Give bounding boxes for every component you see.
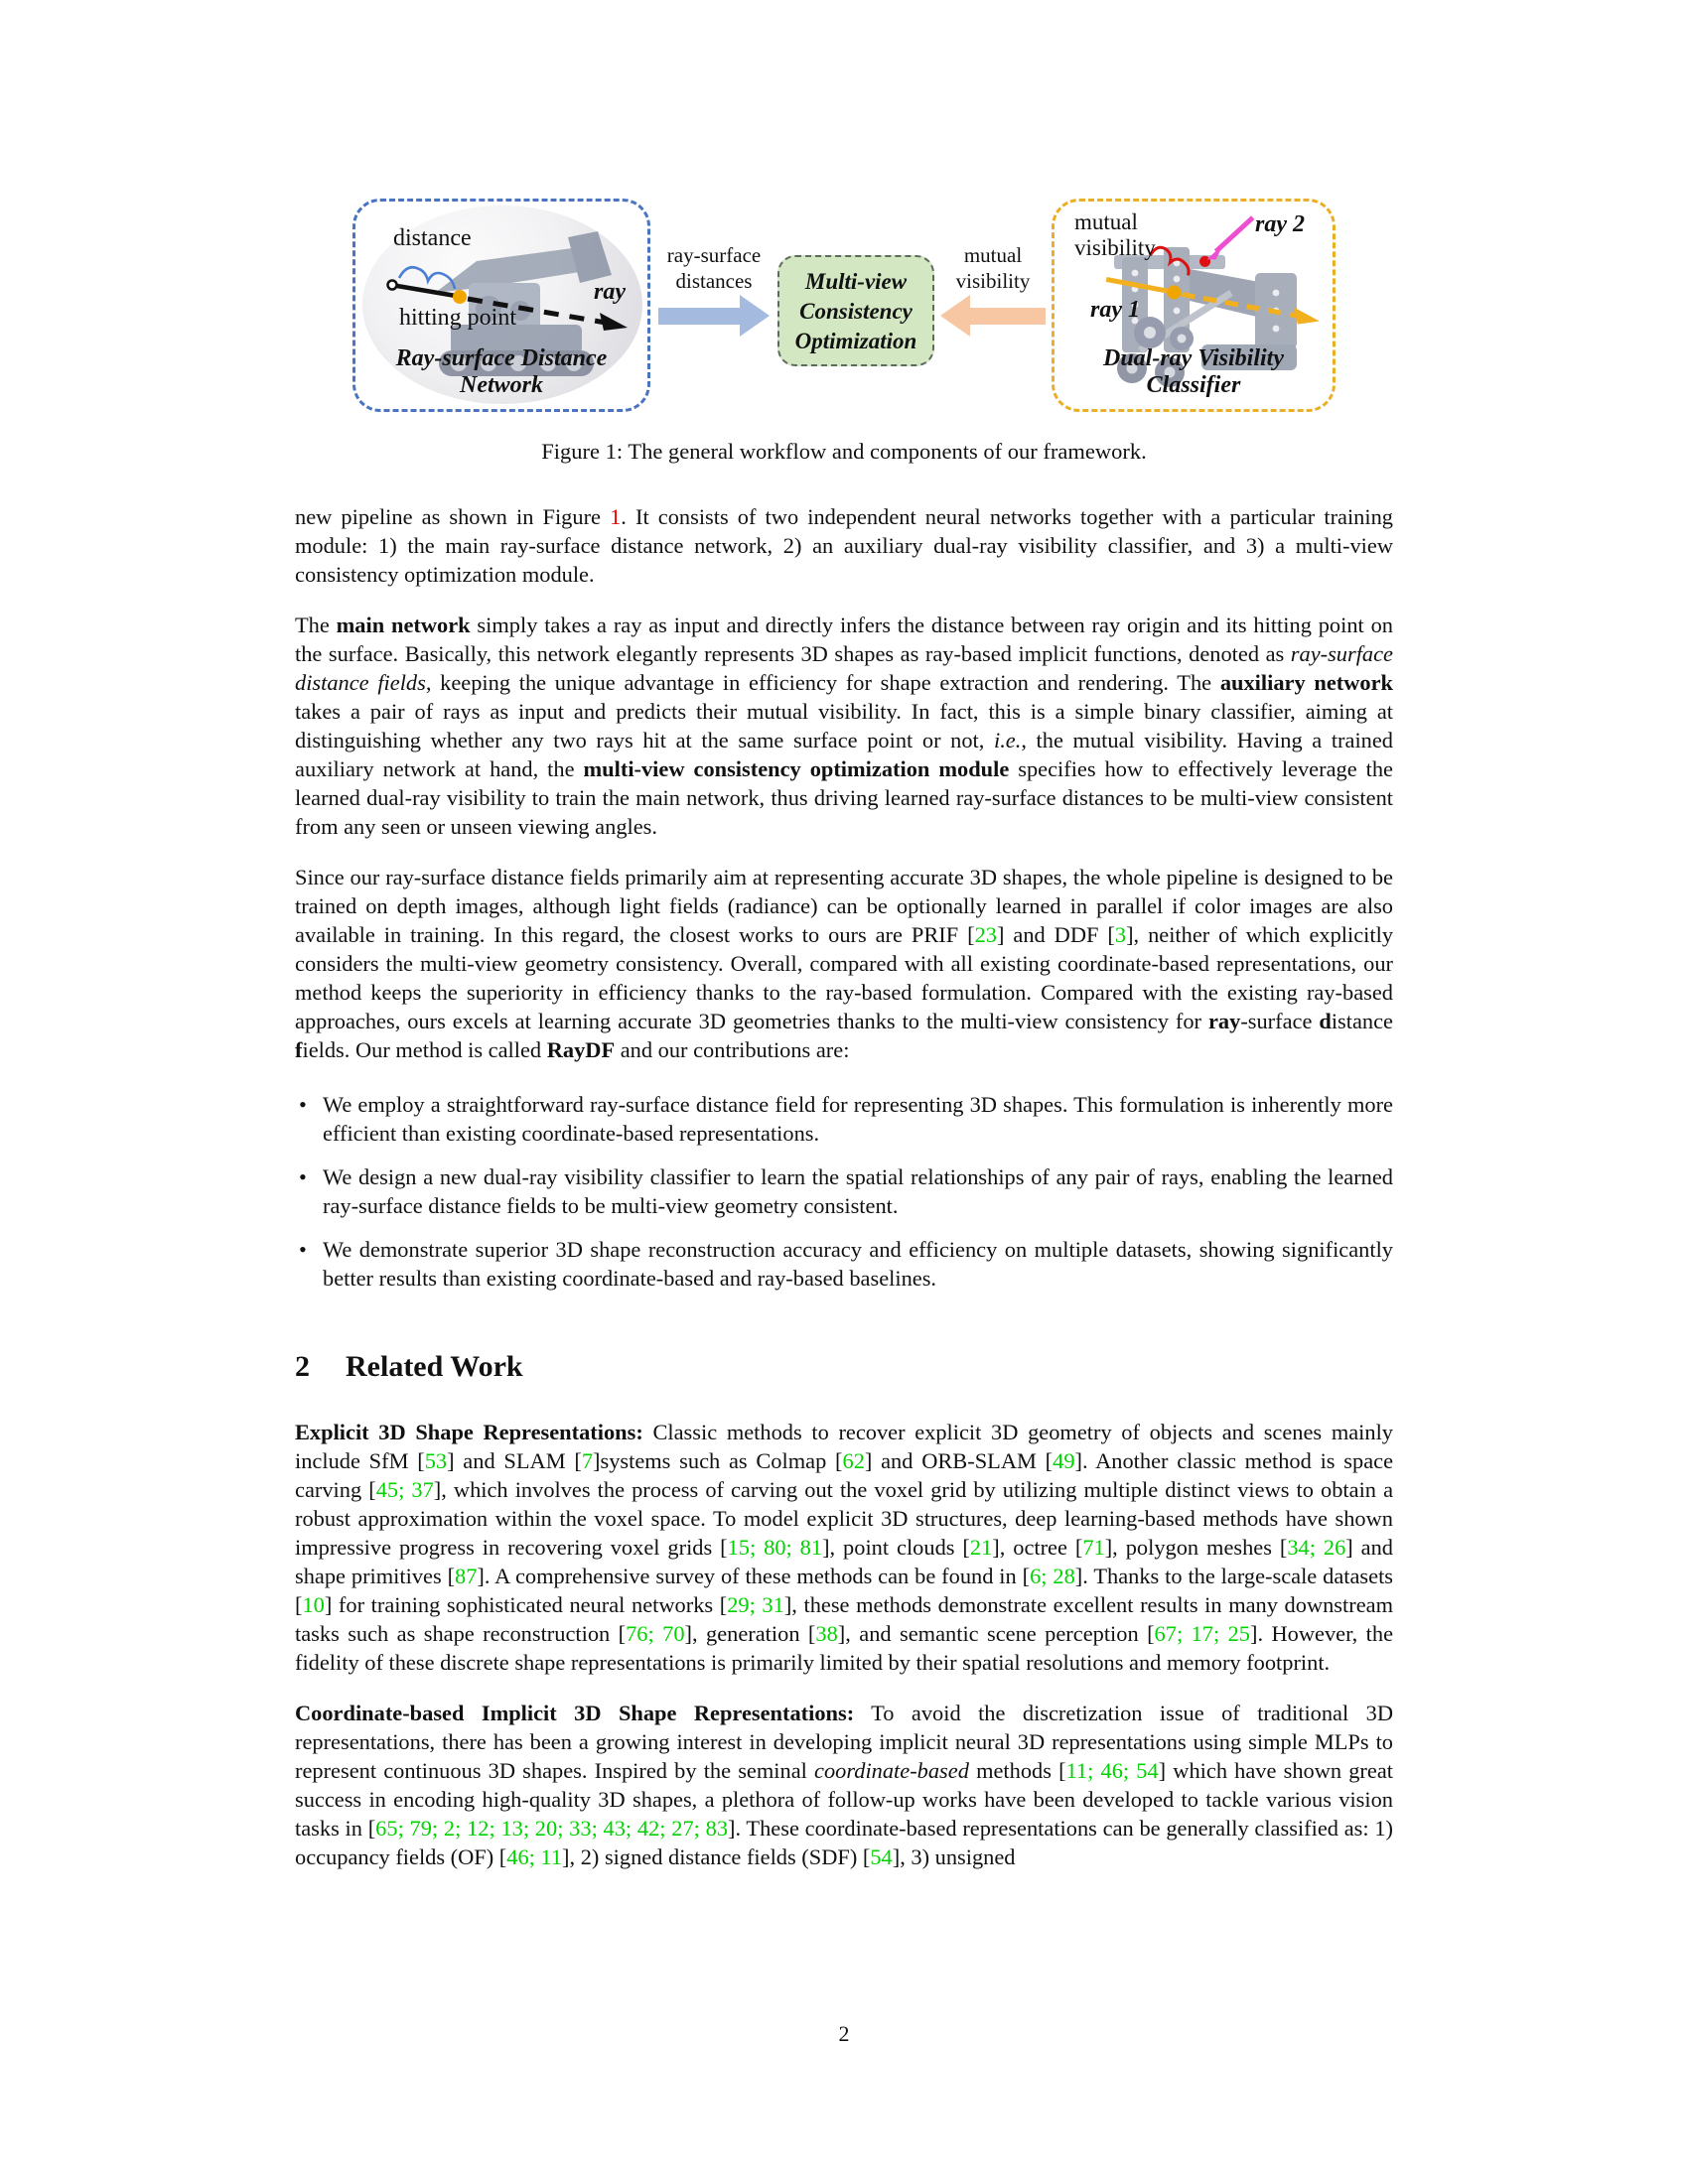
text-run: multi-view consistency optimization module: [583, 756, 1010, 781]
label-line: mutual: [963, 243, 1023, 267]
paragraph-explicit-representations: [295, 1418, 1393, 1677]
citation-link[interactable]: 29; 31: [727, 1592, 784, 1617]
contributions-list: [295, 1090, 1393, 1293]
paragraph-main-network: [295, 611, 1393, 841]
text-run: , keeping the unique advantage in efficiency for shape extraction and rendering. The: [425, 670, 1220, 695]
right-box-caption: Dual-ray Visibility Classifier: [1102, 345, 1284, 398]
hitting-point-dot: [453, 290, 467, 304]
label-line: ray-surface: [666, 243, 762, 267]
text-run: simply takes a ray as input and directly infers the distance between ray origin and its hitting point on the surface. Basically, this network elegantly represents 3D shapes as ray-based implicit functions, denoted as: [295, 613, 1393, 666]
list-item: [295, 1235, 1393, 1293]
text-run: ]. Thanks to the large-scale datasets [: [295, 1564, 1394, 1617]
text-run: We employ a straightforward ray-surface distance field for representing 3D shapes. This formulation is inherently more efficient than existing coordinate-based representations.: [323, 1092, 1393, 1146]
paragraph-intro: [295, 502, 1393, 589]
citation-link[interactable]: 34; 26: [1287, 1535, 1346, 1560]
text-run: ], 2) signed distance fields (SDF) [: [562, 1844, 871, 1869]
figure-1-diagram: [352, 199, 1336, 419]
text-run: ] which have shown great success in encoding high-quality 3D shapes, a plethora of follow-up works have been developed to tackle various vision tasks in [: [295, 1758, 1393, 1841]
text-run: ]. These coordinate-based representations can be generally classified as: 1) occupancy fields (OF) [: [295, 1816, 1393, 1869]
right-arrowhead-icon: [740, 295, 770, 337]
ray-label: ray: [594, 279, 626, 305]
text-run: RayDF: [546, 1037, 616, 1062]
text-run: ]. However, the fidelity of these discrete shape representations is primarily limited by their spatial resolutions and memory footprint.: [295, 1621, 1394, 1675]
mutual-visibility-brace: [1150, 247, 1189, 275]
text-run: ], 3) unsigned: [892, 1844, 1016, 1869]
text-run: new pipeline as shown in Figure: [295, 504, 611, 529]
text-run: takes a pair of rays as input and predicts their mutual visibility. In fact, this is a simple binary classifier, aiming at distinguishing whether any two rays hit at the same surface point or not,: [295, 699, 1393, 752]
text-run: ], and semantic scene perception [: [837, 1621, 1155, 1646]
text-run: ray-surface distance fields: [295, 641, 1393, 695]
text-run: The: [295, 613, 337, 637]
text-column: [295, 0, 1393, 1871]
ray1-label: ray 1: [1090, 297, 1140, 323]
text-run: Coordinate-based Implicit 3D Shape Representations:: [295, 1701, 855, 1725]
ray-surface-distances-label: [650, 242, 777, 294]
ray-surface-distance-network-box: [352, 199, 650, 412]
multi-view-consistency-optimization-box: [777, 255, 934, 366]
list-item: [295, 1090, 1393, 1148]
text-run: ] and DDF [: [997, 922, 1115, 947]
text-run: f: [295, 1037, 303, 1062]
label-line: visibility: [1074, 235, 1156, 260]
paragraph-coordinate-representations: [295, 1699, 1393, 1871]
text-run: ], octree [: [992, 1535, 1083, 1560]
mutual-visibility-inner-label: [1074, 209, 1156, 261]
citation-link[interactable]: 49: [1053, 1448, 1075, 1473]
section-title: Related Work: [346, 1350, 523, 1383]
text-run: auxiliary network: [1219, 670, 1393, 695]
citation-link[interactable]: 87: [455, 1564, 478, 1588]
text-run: ]systems such as Colmap [: [593, 1448, 843, 1473]
text-run: Since our ray-surface distance fields primarily aim at representing accurate 3D shapes, the whole pipeline is designed to be trained on depth images, although light fields (radiance) can be optionally learned in parallel if color images are also available in training. In this regard, the closest works to ours are PRIF [: [295, 865, 1393, 947]
text-run: ], polygon meshes [: [1104, 1535, 1288, 1560]
text-run: main network: [336, 613, 471, 637]
text-run: We demonstrate superior 3D shape reconstruction accuracy and efficiency on multiple datasets, showing significantly better results than existing coordinate-based and ray-based baselines.: [323, 1237, 1393, 1291]
figure-ref-link[interactable]: 1: [610, 504, 622, 529]
text-run: methods [: [968, 1758, 1066, 1783]
page-number: 2: [838, 2021, 850, 2046]
mutual-visibility-label: [934, 242, 1052, 294]
citation-link[interactable]: 45; 37: [375, 1477, 434, 1502]
list-item: [295, 1162, 1393, 1220]
citation-link[interactable]: 65; 79; 2; 12; 13; 20; 33; 43; 42; 27; 83: [375, 1816, 729, 1841]
ray2-hit-dot: [1199, 256, 1210, 267]
center-box-line: Optimization: [794, 329, 917, 353]
citation-link[interactable]: 71: [1082, 1535, 1105, 1560]
left-arrowhead-icon: [940, 295, 970, 337]
ray-origin-dot: [388, 281, 397, 290]
left-box-caption: Ray-surface Distance Network: [395, 345, 608, 398]
ray1-hit-dot: [1167, 285, 1181, 299]
center-box-line: Multi-view: [804, 269, 908, 294]
citation-link[interactable]: 62: [842, 1448, 865, 1473]
center-box-line: Consistency: [799, 299, 913, 324]
figure-caption: Figure 1: The general workflow and components of our framework.: [541, 439, 1147, 464]
text-run: ], which involves the process of carving out the voxel grid by utilizing multiple distinct views to obtain a robust approximation within the voxel space. To model explicit 3D structures, deep learning-based methods have shown impressive progress in recovering voxel grids [: [295, 1477, 1394, 1560]
citation-link[interactable]: 76; 70: [626, 1621, 685, 1646]
text-run: ]. Another classic method is space carving [: [295, 1448, 1394, 1502]
left-arrow-icon: [968, 308, 1046, 325]
text-run: ] and SLAM [: [447, 1448, 582, 1473]
label-line: mutual: [1074, 209, 1138, 234]
text-run: Explicit 3D Shape Representations:: [295, 1420, 643, 1444]
citation-link[interactable]: 7: [581, 1448, 594, 1473]
citation-link[interactable]: 21: [969, 1535, 993, 1560]
text-run: d: [1319, 1009, 1332, 1033]
distance-label: distance: [393, 225, 472, 251]
hitting-point-label: hitting point: [399, 305, 517, 331]
text-run: Classic methods to recover explicit 3D geometry of objects and scenes mainly include SfM [: [295, 1420, 1394, 1473]
text-run: ] and shape primitives [: [295, 1535, 1393, 1588]
dual-ray-visibility-classifier-box: [1052, 199, 1336, 412]
text-run: ray: [1207, 1009, 1241, 1033]
text-run: i.e.: [993, 728, 1022, 752]
ray1-arrowhead: [1294, 308, 1320, 325]
text-run: ]. A comprehensive survey of these methods can be found in [: [477, 1564, 1031, 1588]
figure-1: [295, 199, 1393, 465]
text-run: ], point clouds [: [822, 1535, 970, 1560]
text-run: To avoid the discretization issue of traditional 3D representations, there has been a growing interest in developing implicit neural 3D representations using simple MLPs to represent continuous 3D shapes. Inspired by the seminal: [295, 1701, 1394, 1783]
text-run: coordinate-based: [814, 1758, 969, 1783]
text-run: ields. Our method is called: [302, 1037, 547, 1062]
citation-link[interactable]: 10: [302, 1592, 325, 1617]
ray-arrowhead: [600, 313, 628, 331]
text-run: istance: [1331, 1009, 1393, 1033]
citation-link[interactable]: 15; 80; 81: [727, 1535, 823, 1560]
citation-link[interactable]: 6; 28: [1030, 1564, 1075, 1588]
text-run: -surface: [1240, 1009, 1320, 1033]
section-heading-related-work: [295, 1350, 1393, 1384]
text-run: ] for training sophisticated neural networks [: [324, 1592, 728, 1617]
text-run: ] and ORB-SLAM [: [864, 1448, 1054, 1473]
citation-link[interactable]: 54: [870, 1844, 893, 1869]
text-run: We design a new dual-ray visibility classifier to learn the spatial relationships of any pair of rays, enabling the learned ray-surface distance fields to be multi-view geometry consistent.: [323, 1164, 1393, 1218]
citation-link[interactable]: 67; 17; 25: [1154, 1621, 1251, 1646]
mutual-visibility-flow: [934, 199, 1052, 419]
citation-link[interactable]: 46; 11: [506, 1844, 563, 1869]
label-line: visibility: [955, 269, 1031, 293]
text-run: . It consists of two independent neural networks together with a particular training module: 1) the main ray-surface distance network, 2) an auxiliary dual-ray visibility classifier, and 3) a multi-view consistency optimization module.: [295, 504, 1393, 587]
section-number: 2: [295, 1350, 310, 1383]
text-run: and our contributions are:: [615, 1037, 850, 1062]
text-run: ], neither of which explicitly considers the multi-view geometry consistency. Overall, compared with all existing coordinate-based representations, our method keeps the superiority in efficiency thanks to the ray-based formulation. Compared with the existing ray-based approaches, ours excels at learning accurate 3D geometries thanks to the multi-view consistency for: [295, 922, 1394, 1033]
text-run: ], generation [: [684, 1621, 816, 1646]
citation-link[interactable]: 53: [424, 1448, 448, 1473]
text-run: ], these methods demonstrate excellent results in many downstream tasks such as shape reconstruction [: [295, 1592, 1393, 1646]
citation-link[interactable]: 23: [974, 922, 997, 947]
text-run: specifies how to effectively leverage the learned dual-ray visibility to train the main network, thus driving learned ray-surface distances to be multi-view consistent from any seen or unseen viewing angles.: [295, 756, 1393, 839]
paragraph-pipeline: [295, 863, 1393, 1064]
citation-link[interactable]: 3: [1114, 922, 1127, 947]
right-arrow-icon: [658, 308, 742, 325]
label-line: distances: [675, 269, 753, 293]
text-run: , the mutual visibility. Having a trained auxiliary network at hand, the: [295, 728, 1393, 781]
ray2-label: ray 2: [1255, 211, 1305, 237]
citation-link[interactable]: 11; 46; 54: [1065, 1758, 1159, 1783]
ray-surface-distances-flow: [650, 199, 777, 419]
citation-link[interactable]: 38: [815, 1621, 838, 1646]
